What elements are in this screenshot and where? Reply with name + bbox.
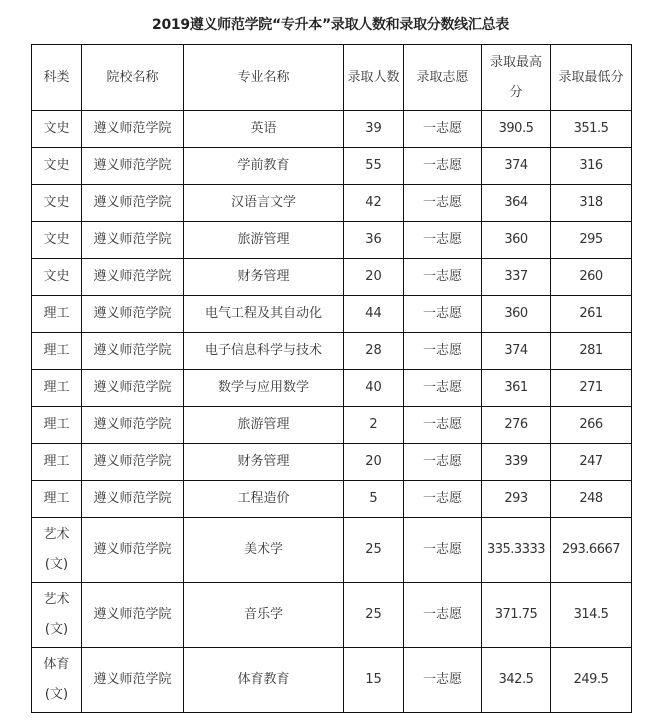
max-score-cell: 335.3333 [482, 518, 551, 583]
min-score-cell: 249.5 [551, 648, 632, 713]
count-cell: 55 [344, 148, 404, 185]
school-cell: 遵义师范学院 [82, 444, 184, 481]
header-count [344, 45, 404, 111]
choice-cell: 一志愿 [404, 185, 482, 222]
table-row [32, 444, 632, 481]
category-cell: 理工 [32, 444, 82, 481]
choice-cell: 一志愿 [404, 518, 482, 583]
min-score-cell: 318 [551, 185, 632, 222]
min-score-cell: 281 [551, 333, 632, 370]
min-score-cell: 351.5 [551, 111, 632, 148]
table-row [32, 648, 632, 713]
category-cell: 理工 [32, 481, 82, 518]
max-score-cell: 337 [482, 259, 551, 296]
school-cell: 遵义师范学院 [82, 481, 184, 518]
max-score-cell: 360 [482, 222, 551, 259]
count-cell: 44 [344, 296, 404, 333]
choice-cell: 一志愿 [404, 148, 482, 185]
page-title: 2019遵义师范学院“专升本”录取人数和录取分数线汇总表 [152, 17, 509, 33]
choice-cell: 一志愿 [404, 407, 482, 444]
category-label: 艺术(文) [43, 527, 70, 572]
table-body [32, 111, 632, 713]
header-major: 专业名称 [184, 45, 344, 111]
min-score-cell: 295 [551, 222, 632, 259]
school-cell: 遵义师范学院 [82, 648, 184, 713]
choice-cell: 一志愿 [404, 296, 482, 333]
category-cell [32, 518, 82, 583]
table-row [32, 333, 632, 370]
count-cell: 36 [344, 222, 404, 259]
category-label: 体育(文) [43, 657, 70, 702]
max-score-cell: 360 [482, 296, 551, 333]
count-cell: 2 [344, 407, 404, 444]
major-cell: 旅游管理 [184, 222, 344, 259]
major-cell: 旅游管理 [184, 407, 344, 444]
school-cell: 遵义师范学院 [82, 407, 184, 444]
table-header-row [32, 45, 632, 111]
min-score-cell: 316 [551, 148, 632, 185]
max-score-cell: 361 [482, 370, 551, 407]
table-row [32, 111, 632, 148]
major-cell: 财务管理 [184, 259, 344, 296]
max-score-cell: 364 [482, 185, 551, 222]
school-cell: 遵义师范学院 [82, 148, 184, 185]
school-cell: 遵义师范学院 [82, 111, 184, 148]
choice-cell: 一志愿 [404, 222, 482, 259]
major-cell: 美术学 [184, 518, 344, 583]
category-cell: 理工 [32, 296, 82, 333]
header-category: 科类 [32, 45, 82, 111]
header-max-score [482, 45, 551, 111]
choice-cell: 一志愿 [404, 481, 482, 518]
min-score-cell: 266 [551, 407, 632, 444]
table-row [32, 148, 632, 185]
major-cell: 电子信息科学与技术 [184, 333, 344, 370]
admission-summary-table [31, 44, 632, 713]
min-score-cell: 261 [551, 296, 632, 333]
header-school: 院校名称 [82, 45, 184, 111]
header-choice: 录取志愿 [404, 45, 482, 111]
major-cell: 体育教育 [184, 648, 344, 713]
major-cell: 音乐学 [184, 583, 344, 648]
choice-cell: 一志愿 [404, 259, 482, 296]
header-max-score-label: 录取最高分 [489, 54, 542, 100]
table-row [32, 481, 632, 518]
count-cell: 20 [344, 259, 404, 296]
table-row [32, 370, 632, 407]
school-cell: 遵义师范学院 [82, 370, 184, 407]
min-score-cell: 314.5 [551, 583, 632, 648]
count-cell: 25 [344, 518, 404, 583]
category-cell: 理工 [32, 370, 82, 407]
table-row [32, 518, 632, 583]
count-cell: 15 [344, 648, 404, 713]
count-cell: 28 [344, 333, 404, 370]
count-cell: 40 [344, 370, 404, 407]
major-cell: 财务管理 [184, 444, 344, 481]
min-score-cell: 248 [551, 481, 632, 518]
choice-cell: 一志愿 [404, 333, 482, 370]
major-cell: 电气工程及其自动化 [184, 296, 344, 333]
max-score-cell: 371.75 [482, 583, 551, 648]
category-cell [32, 648, 82, 713]
max-score-cell: 342.5 [482, 648, 551, 713]
count-cell: 5 [344, 481, 404, 518]
major-cell: 数学与应用数学 [184, 370, 344, 407]
count-cell: 20 [344, 444, 404, 481]
min-score-cell: 247 [551, 444, 632, 481]
count-cell: 39 [344, 111, 404, 148]
table-row [32, 259, 632, 296]
max-score-cell: 339 [482, 444, 551, 481]
category-cell: 文史 [32, 222, 82, 259]
table-row [32, 222, 632, 259]
school-cell: 遵义师范学院 [82, 222, 184, 259]
count-cell: 25 [344, 583, 404, 648]
header-count-label: 录取人数 [347, 69, 400, 85]
major-cell: 学前教育 [184, 148, 344, 185]
max-score-cell: 374 [482, 148, 551, 185]
choice-cell: 一志愿 [404, 444, 482, 481]
min-score-cell: 293.6667 [551, 518, 632, 583]
count-cell: 42 [344, 185, 404, 222]
school-cell: 遵义师范学院 [82, 518, 184, 583]
table-row [32, 583, 632, 648]
major-cell: 工程造价 [184, 481, 344, 518]
choice-cell: 一志愿 [404, 370, 482, 407]
max-score-cell: 374 [482, 333, 551, 370]
min-score-cell: 260 [551, 259, 632, 296]
table-row [32, 296, 632, 333]
major-cell: 英语 [184, 111, 344, 148]
school-cell: 遵义师范学院 [82, 583, 184, 648]
school-cell: 遵义师范学院 [82, 296, 184, 333]
category-cell: 理工 [32, 333, 82, 370]
category-cell: 理工 [32, 407, 82, 444]
max-score-cell: 390.5 [482, 111, 551, 148]
min-score-cell: 271 [551, 370, 632, 407]
category-cell: 文史 [32, 111, 82, 148]
choice-cell: 一志愿 [404, 648, 482, 713]
table-row [32, 407, 632, 444]
major-cell: 汉语言文学 [184, 185, 344, 222]
header-min-score: 录取最低分 [551, 45, 632, 111]
category-label: 艺术(文) [43, 592, 70, 637]
max-score-cell: 276 [482, 407, 551, 444]
school-cell: 遵义师范学院 [82, 259, 184, 296]
school-cell: 遵义师范学院 [82, 333, 184, 370]
category-cell [32, 583, 82, 648]
category-cell: 文史 [32, 185, 82, 222]
category-cell: 文史 [32, 259, 82, 296]
choice-cell: 一志愿 [404, 111, 482, 148]
table-row [32, 185, 632, 222]
max-score-cell: 293 [482, 481, 551, 518]
category-cell: 文史 [32, 148, 82, 185]
school-cell: 遵义师范学院 [82, 185, 184, 222]
choice-cell: 一志愿 [404, 583, 482, 648]
